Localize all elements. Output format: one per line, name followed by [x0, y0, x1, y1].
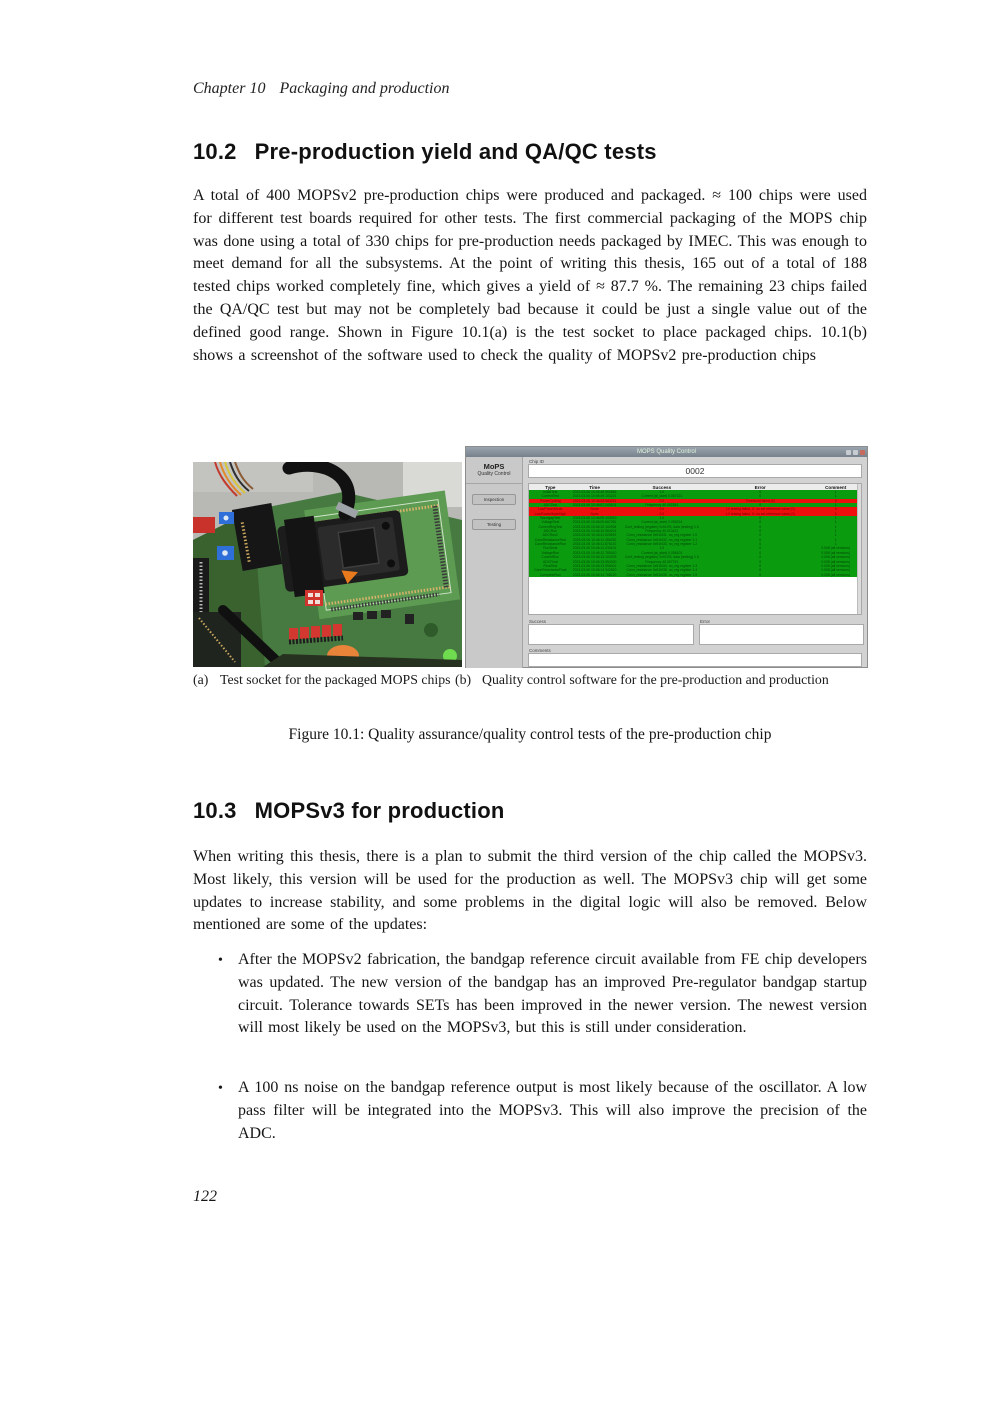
table-cell: ADCRun2: [542, 533, 558, 538]
qc-table: [529, 484, 857, 577]
table-cell: 2023-03-06 10:46:13.554320: [572, 559, 617, 564]
table-row[interactable]: [529, 573, 857, 577]
comments-textarea[interactable]: [528, 653, 862, 667]
table-cell: 2023-03-06 10:46:09.667281: [572, 520, 617, 525]
table-cell: 1: [834, 516, 837, 521]
maximize-button[interactable]: [853, 450, 858, 455]
table-cell: 2023-03-06 10:46:14.768120: [572, 572, 617, 577]
red-dip-switch: [305, 590, 323, 606]
section-number: 10.3: [193, 798, 237, 823]
red-connector: [193, 517, 215, 533]
table-cell: 0.008 (all versions): [821, 559, 850, 564]
table-cell: 1: [834, 524, 837, 529]
window-title: MOPS Quality Control: [636, 449, 697, 455]
chip-id-input[interactable]: 0002: [528, 464, 862, 478]
table-cell: RunTests: [543, 546, 558, 551]
table-cell: 0: [759, 520, 762, 525]
error-box-label: Error: [700, 619, 710, 624]
table-cell: 2023-03-06 10:46:07.243101: [572, 503, 617, 508]
minimize-button[interactable]: [846, 450, 851, 455]
caption-a-text: Test socket for the packaged MOPS chips: [220, 672, 451, 687]
table-cell: 0.008 (all versions): [821, 550, 850, 555]
table-cell: CurrentRun: [541, 555, 560, 560]
chapter-title: Packaging and production: [279, 80, 450, 97]
table-cell: 2023-03-06 10:46:13.998401: [572, 563, 617, 568]
table-cell: FinalTest: [543, 563, 558, 568]
table-cell: 0: [759, 559, 762, 564]
section-title: Pre-production yield and QA/QC tests: [254, 139, 657, 164]
caption-b-text: Quality control software for the pre-production and production: [482, 672, 829, 687]
table-cell: Current (at_start) 0.057121: [641, 494, 683, 499]
table-cell: 0: [759, 490, 762, 494]
table-cell: 1: [834, 490, 837, 494]
chapter-header: [193, 80, 450, 98]
table-cell: 1: [834, 529, 837, 534]
table-cell: 2023-03-06 10:46:11.456230: [572, 537, 617, 542]
table-cell: 2023-03-06 10:46:03.563211: [572, 498, 617, 503]
brand-line1: MoPS: [483, 462, 505, 471]
table-cell: ConnResistanceRun: [534, 542, 566, 547]
table-cell: 0.008 (all versions): [821, 572, 850, 577]
table-cell: 0.008 (all versions): [821, 546, 850, 551]
table-cell: Conn_resistance 0x91f434, no_reg register 1.3: [626, 563, 698, 568]
table-cell: Current (at_start) 0.056101: [641, 550, 683, 555]
table-cell: LowPowerMode: [538, 507, 563, 512]
table-cell: BandgapTest: [540, 516, 561, 521]
chapter-label: Chapter 10: [193, 80, 266, 97]
section-number: 10.2: [193, 139, 237, 164]
inspection-button[interactable]: Inspection: [472, 494, 516, 505]
table-cell: 0.0: [659, 507, 665, 512]
caption-a-label: (a): [193, 672, 209, 687]
figure-caption: Figure 10.1: Quality assurance/quality control tests of the pre-production chip: [288, 726, 772, 743]
table-cell: ConnResistanceFinal: [534, 568, 567, 573]
bullet-item-1: [218, 949, 867, 1040]
table-scrollbar[interactable]: [857, 484, 861, 614]
table-cell: 2023-03-06 10:46:13.104293: [572, 555, 617, 560]
table-cell: 0: [834, 511, 837, 516]
table-cell: 2023-03-06 10:46:14.342810: [572, 568, 617, 573]
table-cell: 2023-03-06 10:46:11.876120: [572, 542, 617, 547]
table-cell: 1: [834, 494, 837, 499]
table-cell: 1: [834, 520, 837, 525]
table-cell: I-V testing failed, X: no set reference value (0): [725, 507, 795, 512]
table-cell: 0: [759, 516, 762, 521]
window-titlebar[interactable]: [466, 447, 867, 457]
bullet-text: A 100 ns noise on the bandgap reference output is most likely because of the oscillator. A low pass filter will be integrated into the MOPSv3. This will also improve the precision of the ADC.: [238, 1079, 867, 1142]
figure-photo-test-socket: [193, 462, 462, 667]
table-cell: 0: [759, 550, 762, 555]
caption-a: [193, 671, 465, 690]
bullet-icon: •: [218, 1081, 223, 1096]
qc-column-header[interactable]: Error: [706, 484, 814, 490]
bullet-text: After the MOPSv2 fabrication, the bandgap reference circuit available from FE chip developers was updated. The new version of the bandgap has an improved Pre-regulator bandgap startup circuit. Tolerance towards SETs has been improved in the newer version. The newest version will most likely be used on the MOPSv3, but this is still under consideration.: [238, 951, 867, 1037]
table-cell: 0: [759, 563, 762, 568]
table-cell: 0: [759, 529, 762, 534]
table-cell: Conn_resistance 0x91f435, no_reg register 1.4: [626, 568, 698, 573]
table-cell: ADCTest: [543, 503, 557, 508]
table-cell: 0: [759, 524, 762, 529]
table-cell: Conn_resistance 0x91f436, no_reg register 1.5: [626, 572, 698, 577]
qc-column-header[interactable]: Success: [618, 484, 707, 490]
table-cell: 0.008 (all versions): [821, 563, 850, 568]
table-cell: LowPowerModeHigh: [534, 511, 566, 516]
table-cell: Threshold failed (0): [745, 498, 775, 503]
error-textarea[interactable]: [699, 624, 864, 645]
table-cell: 0: [834, 507, 837, 512]
table-cell: CompleteRun: [539, 572, 561, 577]
table-cell: 2023-03-06 10:45:49.103221: [572, 494, 617, 499]
qc-column-header[interactable]: Type: [529, 484, 572, 490]
table-cell: CurrentRegTest: [538, 524, 563, 529]
table-cell: 2023-03-06 10:46:12.234101: [572, 546, 617, 551]
section-title: MOPSv3 for production: [254, 798, 505, 823]
table-cell: 0.008 (all versions): [821, 555, 850, 560]
table-cell: Frequency 40.007741: [645, 559, 679, 564]
app-main-area: [524, 457, 867, 667]
table-cell: 2023-03-06 10:46:10.564201: [572, 529, 617, 534]
table-cell: 1.0: [659, 516, 665, 521]
table-cell: 0: [759, 494, 762, 499]
table-cell: 1: [834, 542, 837, 547]
table-cell: Current (at_start) 0.056214: [641, 520, 683, 525]
table-cell: 1: [834, 533, 837, 538]
success-textarea[interactable]: [528, 624, 694, 645]
table-cell: Conn_resistance 0x91f432, no_reg register 1.1: [626, 537, 698, 542]
table-cell: VoltageTest: [541, 520, 560, 525]
section-10-2-heading: [193, 139, 657, 165]
caption-b: [455, 671, 870, 690]
test-socket-photo-art: [193, 462, 462, 667]
section-10-3-paragraph: When writing this thesis, there is a plan to submit the third version of the chip called the MOPSv3. Most likely, this version will be used for the production as well. The MOPSv3 chip will get some updates to increase stability, and some problems in the digital logic will also be removed. Below mentioned are some of the updates:: [193, 848, 867, 934]
qc-software-window: [465, 446, 868, 668]
table-cell: 1.0: [659, 546, 665, 551]
app-brand: [466, 457, 522, 484]
table-cell: 0: [759, 533, 762, 538]
table-cell: None: [590, 511, 599, 516]
table-cell: 0.0: [659, 511, 665, 516]
qc-table-body: [529, 490, 857, 577]
table-cell: 0: [834, 498, 837, 503]
table-cell: 2023-03-06 10:46:11.023819: [572, 533, 617, 538]
table-cell: 0: [759, 568, 762, 573]
page-number: 122: [193, 1188, 217, 1205]
table-cell: 1.0: [659, 490, 665, 494]
bullet-icon: •: [218, 953, 223, 968]
table-cell: ADCFinal: [543, 559, 558, 564]
table-cell: Conn_resistance 0x91f433, no_reg register 1.2: [626, 542, 698, 547]
table-cell: ADCRun: [543, 529, 557, 534]
table-cell: 0: [759, 555, 762, 560]
table-cell: VoltageRun: [541, 550, 560, 555]
table-cell: 0: [759, 546, 762, 551]
table-cell: 2023-03-06 10:46:10.102934: [572, 524, 617, 529]
table-cell: Conf_testing (register) 0x91f78, data (testing) 1.0: [624, 524, 699, 529]
table-cell: Conf_testing (register) 0x91f78, data (testing) 1.0: [624, 555, 699, 560]
table-cell: 0.008 (all versions): [821, 568, 850, 573]
table-cell: Frequency 40.013421: [645, 529, 679, 534]
close-button[interactable]: [860, 450, 865, 455]
table-cell: 2023-03-06 10:46:12.785410: [572, 550, 617, 555]
table-cell: 1: [834, 503, 837, 508]
table-cell: Frequency 40.002341: [645, 503, 679, 508]
success-box-label: Success: [529, 619, 547, 624]
table-cell: 2023-03-06 10:46:09.443010: [572, 516, 617, 521]
table-cell: 2023-03-06 10:45:48.560846: [572, 490, 617, 494]
table-cell: 0.0: [659, 498, 665, 503]
table-cell: ConnResistanceTest: [534, 537, 566, 542]
table-cell: CurrentTest: [541, 494, 560, 499]
qc-column-header[interactable]: Comment: [814, 484, 857, 490]
table-cell: 0: [759, 572, 762, 577]
section-10-2-paragraph: A total of 400 MOPSv2 pre-production chips were produced and packaged. ≈ 100 chips were used for different test boards required for other tests. The first commercial packaging of the MOPS chip was done using a total of 330 chips for pre-production needs packaged by IMEC. This was enough to meet demand for all the subsystems. At the point of writing this thesis, 165 out of a total of 188 tested chips worked completely fine, which gives a yield of ≈ 87.7 %. The remaining 23 chips failed the QA/QC test but may not be completely bad because it could be just a single value out of the defined good range. Shown in Figure 10.1(a) is the test socket to place packaged chips. 10.1(b) shows a screenshot of the software used to check the quality of MOPSv2 pre-production chips: [193, 187, 867, 364]
app-sidebar: [466, 457, 523, 668]
table-cell: Conn_resistance 0x91f431, no_reg register 1.0: [626, 533, 698, 538]
brand-line2: Quality Control: [477, 471, 511, 477]
table-cell: InitialTest: [543, 490, 558, 494]
testing-button[interactable]: Testing: [472, 519, 516, 530]
table-cell: 1: [834, 537, 837, 542]
caption-b-label: (b): [455, 672, 472, 687]
comments-box-label: Comments: [529, 648, 551, 653]
table-cell: 0: [759, 537, 762, 542]
table-cell: 0: [759, 503, 762, 508]
bullet-item-2: [218, 1077, 867, 1145]
table-cell: PowerCycling: [539, 498, 561, 503]
table-cell: None: [590, 507, 599, 512]
table-cell: I-V testing failed, X: no set reference value (0): [725, 511, 795, 516]
table-cell: 0: [759, 542, 762, 547]
qc-table-panel: [528, 483, 862, 615]
qc-column-header[interactable]: Time: [572, 484, 618, 490]
section-10-3-heading: [193, 798, 505, 824]
chip-id-label: Chip ID: [529, 459, 545, 464]
